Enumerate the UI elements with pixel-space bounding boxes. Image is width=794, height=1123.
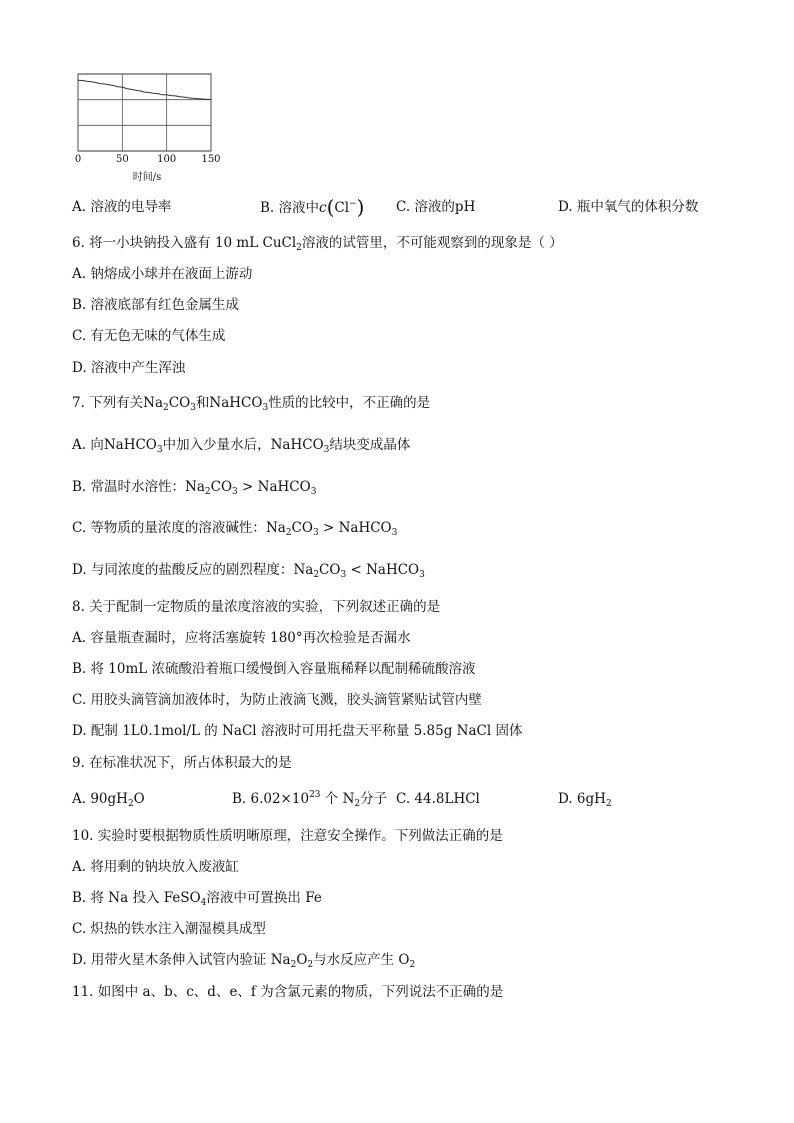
q9-options [72, 790, 752, 810]
q8-option-d[interactable]: D. 配制 1L0.1mol/L 的 NaCl 溶液时可用托盘天平称量 5.85g NaCl 固体 [72, 723, 523, 739]
q5-option-a[interactable]: A. 溶液的电导率 [72, 199, 172, 215]
q11-stem: 11. 如图中 a、b、c、d、e、f 为含氯元素的物质，下列说法不正确的是 [72, 984, 504, 1000]
q6-stem-text-end: 溶液的试管里，不可能观察到的现象是（ ） [301, 235, 563, 251]
q9-option-a[interactable]: A. $90gH_2O$ [72, 791, 145, 809]
q9-option-c[interactable]: C. 44.8LHCl [396, 791, 480, 807]
q8-option-c[interactable]: C. 用胶头滴管滴加液体时，为防止液滴飞溅，胶头滴管紧贴试管内壁 [72, 692, 482, 708]
chart-svg [66, 66, 236, 184]
q7-option-a[interactable]: A. 向NaHCO$_3$中加入少量水后，NaHCO$_3$结块变成晶体 [72, 437, 411, 455]
formula-na2co3: $Na_2CO_3$ [265, 520, 319, 538]
q5-option-b-prefix: B. 溶液中 [260, 200, 320, 216]
q9-option-b[interactable]: B. $6.02\times 10^{23}$ 个 $N_2$分子 [232, 790, 388, 809]
line-chart [66, 66, 236, 184]
chart-x-tick-label: 0 [74, 154, 82, 165]
formula-nahco3: NaHCO$_3$ [366, 562, 425, 580]
formula-na2co3: $Na_2CO_3$ [185, 479, 238, 497]
q5-option-c[interactable]: C. 溶液的pH [396, 199, 476, 215]
chart-x-tick-label: 150 [201, 154, 221, 165]
q10-option-c[interactable]: C. 炽热的铁水注入潮湿模具成型 [72, 921, 266, 937]
q9-option-d[interactable]: D. $6gH_2$ [558, 791, 612, 809]
q7-stem-text-end: 性质的比较中，不正确的是 [268, 395, 431, 411]
q10-option-b[interactable]: B. 将 Na 投入 FeSO$_4$溶液中可置换出 Fe [72, 890, 322, 908]
q8-stem: 8. 关于配制一定物质的量浓度溶液的实验，下列叙述正确的是 [72, 599, 441, 615]
q6-option-d[interactable]: D. 溶液中产生浑浊 [72, 360, 186, 376]
q7-and: 和 [195, 395, 210, 411]
q10-stem: 10. 实验时要根据物质性质明晰原理，注意安全操作。下列做法正确的是 [72, 828, 503, 844]
chart-series-line [78, 80, 211, 99]
formula-nahco3: NaHCO$_3$ [103, 437, 163, 455]
chart-x-ticks [75, 154, 221, 165]
q10-option-d[interactable]: D. 用带火星木条伸入试管内验证 $Na_2O_2$与水反应产生 $O_2$ [72, 952, 416, 970]
q6-stem-text: 6. 将一小块钠投入盛有 10 mL CuCl [72, 235, 297, 251]
q6-stem [72, 234, 563, 252]
q9-stem: 9. 在标准状况下，所占体积最大的是 [72, 755, 292, 771]
q6-option-a[interactable]: A. 钠熔成小球并在液面上游动 [72, 266, 253, 282]
q8-option-b[interactable]: B. 将 10mL 浓硫酸沿着瓶口缓慢倒入容量瓶稀释以配制稀硫酸溶液 [72, 661, 476, 677]
q6-option-b[interactable]: B. 溶液底部有红色金属生成 [72, 297, 240, 313]
q5-option-b-c: c [319, 200, 327, 216]
q5-option-b-ion: Cl [334, 200, 350, 216]
formula-na2co3: $Na_2CO_3$ [143, 395, 196, 413]
chart-frame [78, 74, 211, 151]
formula-na2co3: $Na_2CO_3$ [293, 562, 347, 580]
q6-option-c[interactable]: C. 有无色无味的气体生成 [72, 328, 226, 344]
formula-nahco3: NaHCO$_3$ [270, 437, 330, 455]
q8-option-a[interactable]: A. 容量瓶查漏时，应将活塞旋转 180°再次检验是否漏水 [72, 630, 411, 646]
chart-x-tick-label: 50 [115, 154, 129, 165]
q7-option-b[interactable]: B. 常温时水溶性：$Na_2CO_3$ > NaHCO$_3$ [72, 479, 317, 497]
q6-stem-sub: 2 [296, 243, 302, 253]
formula-nahco3: NaHCO$_3$ [257, 479, 317, 497]
q5-options [72, 195, 752, 219]
q7-stem [72, 394, 430, 412]
q7-stem-text: 7. 下列有关 [72, 395, 144, 411]
chart-x-tick-label: 100 [157, 154, 177, 165]
formula-nahco3: NaHCO$_3$ [338, 520, 398, 538]
q10-option-a[interactable]: A. 将用剩的钠块放入废液缸 [72, 859, 239, 875]
q5-option-d[interactable]: D. 瓶中氧气的体积分数 [558, 199, 699, 215]
q7-option-d[interactable]: D. 与同浓度的盐酸反应的剧烈程度：$Na_2CO_3$ < NaHCO$_3$ [72, 562, 425, 580]
chart-grid [78, 74, 211, 151]
q7-option-c[interactable]: C. 等物质的量浓度的溶液碱性：$Na_2CO_3$ > NaHCO$_3$ [72, 520, 398, 538]
q5-option-b[interactable]: B. 溶液中c(Cl−) [260, 195, 365, 219]
q5-option-b-charge: − [349, 199, 357, 209]
chart-x-axis-label: 时间/s [132, 172, 162, 183]
formula-nahco3: NaHCO$_3$ [209, 395, 269, 413]
